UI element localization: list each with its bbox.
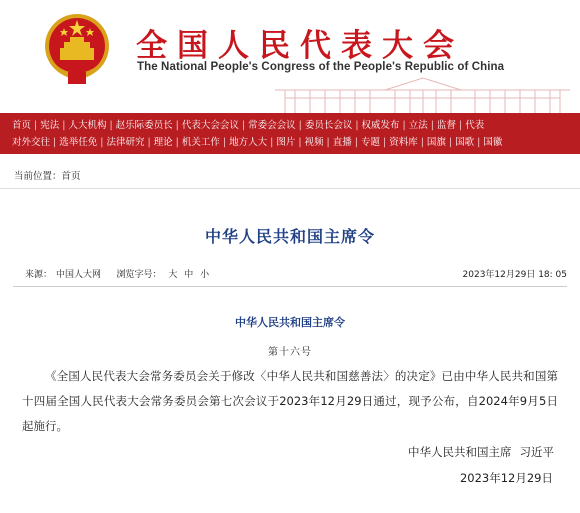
font-size-small[interactable]: 小 — [200, 270, 210, 280]
nav-separator: | — [270, 137, 274, 148]
nav-separator: | — [147, 137, 151, 148]
nav-item-row1-6[interactable]: 委员长会议 — [304, 120, 353, 131]
nav-item-row1-10[interactable]: 代表 — [465, 120, 485, 131]
signature-line — [400, 444, 554, 460]
article-title: 中华人民共和国主席令 — [204, 227, 375, 246]
nav-item-row1-9[interactable]: 监督 — [436, 120, 456, 131]
nav-separator: | — [420, 137, 424, 148]
nav-item-row1-3[interactable]: 赵乐际委员长 — [115, 120, 173, 131]
nav-separator: | — [355, 120, 359, 131]
nav-item-row2-4[interactable]: 机关工作 — [181, 137, 220, 148]
nav-item-row2-10[interactable]: 资料库 — [389, 137, 418, 148]
nav-separator: | — [100, 137, 104, 148]
nav-separator: | — [175, 137, 179, 148]
article-body: 《全国人民代表大会常务委员会关于修改〈中华人民共和国慈善法〉的决定》已由中华人民共和国第十四届全国人民代表大会常务委员会第七次会议于2023年12月29日通过，现予公布，自2024年9月5日起施行。 — [22, 369, 558, 433]
nav-row-1 — [12, 117, 580, 134]
font-size-large[interactable]: 大 — [168, 270, 178, 280]
breadcrumb — [14, 168, 81, 182]
order-heading: 中华人民共和国主席令 — [235, 316, 345, 329]
nav-separator: | — [382, 137, 387, 148]
article-meta — [0, 267, 580, 281]
main-nav — [0, 113, 580, 154]
nav-item-row2-9[interactable]: 专题 — [360, 137, 380, 148]
nav-item-row2-1[interactable]: 选举任免 — [59, 137, 98, 148]
nav-separator: | — [430, 120, 434, 131]
great-hall-silhouette — [265, 76, 580, 113]
nav-separator: | — [222, 137, 227, 148]
nav-row-2 — [12, 134, 580, 151]
nav-item-row2-12[interactable]: 国歌 — [455, 137, 475, 148]
nav-separator: | — [477, 137, 481, 148]
nav-item-row2-8[interactable]: 直播 — [332, 137, 352, 148]
source-name: 中国人大网 — [56, 270, 102, 280]
nav-item-row2-2[interactable]: 法律研究 — [106, 137, 145, 148]
nav-item-row2-11[interactable]: 国旗 — [426, 137, 446, 148]
nav-separator: | — [62, 120, 66, 131]
meta-divider — [13, 286, 567, 287]
nav-separator: | — [354, 137, 358, 148]
nav-item-row2-0[interactable]: 对外交往 — [12, 137, 51, 148]
nav-separator: | — [458, 120, 463, 131]
nav-separator: | — [53, 137, 57, 148]
nav-separator: | — [448, 137, 453, 148]
nav-item-row2-5[interactable]: 地方人大 — [229, 137, 268, 148]
nav-item-row1-1[interactable]: 宪法 — [40, 120, 60, 131]
site-title-cn: 全国人民代表大会 — [136, 28, 464, 64]
nav-item-row2-3[interactable]: 理论 — [153, 137, 173, 148]
nav-item-row2-13[interactable]: 国徽 — [483, 137, 503, 148]
nav-separator: | — [402, 120, 406, 131]
sign-date: 2023年12月29日 — [459, 471, 553, 485]
nav-separator: | — [34, 120, 38, 131]
nav-item-row1-5[interactable]: 常委会会议 — [248, 120, 296, 131]
nav-separator: | — [298, 137, 302, 148]
nav-separator: | — [109, 120, 113, 131]
source-label: 来源： — [25, 270, 53, 280]
signer-name: 习近平 — [519, 445, 554, 459]
publish-date: 2023年12月29日 18: 05 — [462, 270, 567, 280]
signer-title: 中华人民共和国主席 — [408, 445, 512, 459]
breadcrumb-home-link[interactable]: 首页 — [61, 171, 81, 182]
national-emblem-icon[interactable] — [42, 12, 112, 86]
site-title-en: The National People's Congress of the People's Republic of China — [137, 61, 505, 73]
breadcrumb-label: 当前位置： — [14, 171, 62, 182]
nav-separator: | — [175, 120, 179, 131]
font-size-label: 浏览字号： — [116, 270, 162, 280]
order-number: 第十六号 — [268, 347, 312, 358]
nav-item-row2-7[interactable]: 视频 — [304, 137, 324, 148]
meta-left — [25, 267, 213, 280]
font-size-medium[interactable]: 中 — [184, 270, 194, 280]
nav-item-row1-8[interactable]: 立法 — [408, 120, 428, 131]
nav-item-row1-4[interactable]: 代表大会会议 — [181, 120, 239, 131]
site-header — [0, 0, 580, 113]
breadcrumb-divider — [0, 188, 580, 189]
nav-separator: | — [326, 137, 330, 148]
nav-separator: | — [241, 120, 246, 131]
nav-separator: | — [298, 120, 302, 131]
nav-item-row1-7[interactable]: 权威发布 — [361, 120, 400, 131]
nav-item-row1-2[interactable]: 人大机构 — [68, 120, 107, 131]
nav-item-row1-0[interactable]: 首页 — [12, 120, 32, 131]
nav-item-row2-6[interactable]: 图片 — [276, 137, 296, 148]
